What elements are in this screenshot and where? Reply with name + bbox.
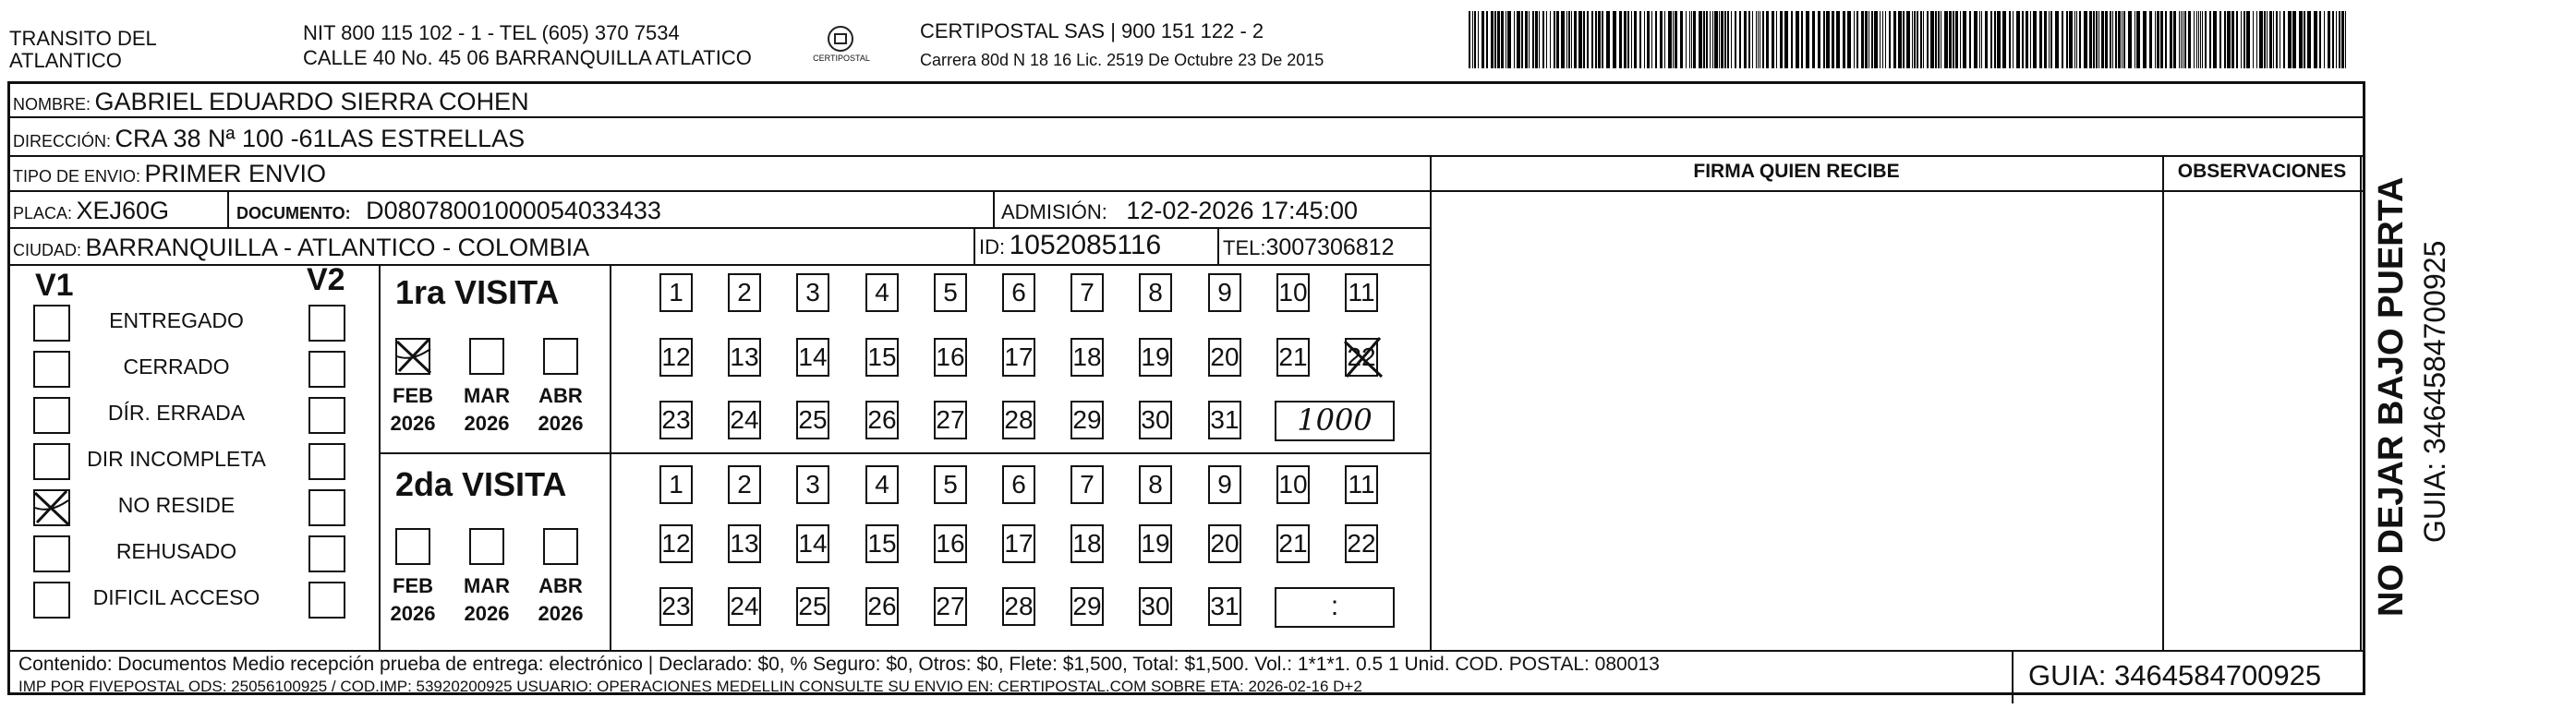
visit1-year-3: 2026 bbox=[538, 412, 584, 435]
visit1-day-7[interactable]: 7 bbox=[1070, 273, 1104, 312]
visit1-day-29[interactable]: 29 bbox=[1070, 401, 1104, 439]
visit2-day-20[interactable]: 20 bbox=[1208, 524, 1241, 563]
visit2-day-27[interactable]: 27 bbox=[934, 587, 967, 626]
visit1-day-25[interactable]: 25 bbox=[796, 401, 829, 439]
visit2-month-3: ABR bbox=[538, 574, 583, 597]
status-label-5: NO RESIDE bbox=[117, 493, 236, 517]
certipostal-logo bbox=[813, 24, 868, 74]
visit1-day-6[interactable]: 6 bbox=[1002, 273, 1035, 312]
status-label-7: DIFICIL ACCESO bbox=[92, 585, 260, 609]
observaciones-header: OBSERVACIONES bbox=[2177, 161, 2347, 182]
visit1-month-3: ABR bbox=[538, 384, 583, 407]
visit1-day-22[interactable]: 22 bbox=[1345, 338, 1378, 377]
v1-header: V1 bbox=[35, 268, 74, 303]
visit1-title: 1ra VISITA bbox=[395, 273, 560, 311]
visit2-day-28[interactable]: 28 bbox=[1002, 587, 1035, 626]
visit2-day-2[interactable]: 2 bbox=[728, 465, 761, 504]
direccion-value: CRA 38 Nª 100 -61LAS ESTRELLAS bbox=[115, 125, 526, 152]
visit2-month-2: MAR bbox=[463, 574, 511, 597]
v2-checkbox-3[interactable] bbox=[308, 397, 345, 434]
direccion-row bbox=[13, 124, 525, 158]
visit2-day-12[interactable]: 12 bbox=[659, 524, 693, 563]
barcode bbox=[1469, 11, 2352, 68]
visit2-day-15[interactable]: 15 bbox=[865, 524, 899, 563]
visit2-day-8[interactable]: 8 bbox=[1139, 465, 1172, 504]
visit1-day-28[interactable]: 28 bbox=[1002, 401, 1035, 439]
ciudad-value: BARRANQUILLA - ATLANTICO - COLOMBIA bbox=[85, 234, 590, 261]
nombre-row bbox=[13, 87, 529, 121]
visit1-day-2[interactable]: 2 bbox=[728, 273, 761, 312]
v2-checkbox-4[interactable] bbox=[308, 443, 345, 480]
visit1-year-2: 2026 bbox=[464, 412, 510, 435]
visit2-day-26[interactable]: 26 bbox=[865, 587, 899, 626]
v2-checkbox-5[interactable] bbox=[308, 489, 345, 526]
documento-value: D08078001000054033433 bbox=[366, 197, 661, 224]
visit1-day-21[interactable]: 21 bbox=[1276, 338, 1310, 377]
visit2-day-11[interactable]: 11 bbox=[1345, 465, 1378, 504]
visit2-month-box-2[interactable] bbox=[469, 528, 504, 565]
address-line: CALLE 40 No. 45 06 BARRANQUILLA ATLATICO bbox=[303, 46, 752, 69]
visit2-day-25[interactable]: 25 bbox=[796, 587, 829, 626]
v2-checkbox-7[interactable] bbox=[308, 582, 345, 619]
status-label-3: DÍR. ERRADA bbox=[107, 401, 246, 425]
side-no-dejar: NO DEJAR BAJO PUERTA bbox=[2372, 176, 2411, 617]
placa-row bbox=[13, 196, 169, 230]
admision-value: 12-02-2026 17:45:00 bbox=[1126, 197, 1359, 224]
v2-header: V2 bbox=[307, 262, 345, 297]
visit1-day-23[interactable]: 23 bbox=[659, 401, 693, 439]
ciudad-row bbox=[13, 233, 589, 267]
visit2-day-30[interactable]: 30 bbox=[1139, 587, 1172, 626]
visit2-day-19[interactable]: 19 bbox=[1139, 524, 1172, 563]
admision-row bbox=[1001, 196, 1358, 230]
id-value: 1052085116 bbox=[1009, 230, 1162, 260]
direccion-label: DIRECCIÓN: bbox=[13, 132, 112, 150]
id-row bbox=[979, 231, 1161, 265]
nit-line: NIT 800 115 102 - 1 - TEL (605) 370 7534 bbox=[303, 21, 680, 44]
visit1-month-2: MAR bbox=[463, 384, 511, 407]
tel-row bbox=[1223, 233, 1395, 266]
tel-label: TEL: bbox=[1223, 236, 1266, 259]
tipo-label: TIPO DE ENVIO: bbox=[13, 167, 141, 186]
visit2-title: 2da VISITA bbox=[395, 465, 567, 503]
visit1-day-4[interactable]: 4 bbox=[865, 273, 899, 312]
v2-checkbox-1[interactable] bbox=[308, 305, 345, 342]
visit1-day-13[interactable]: 13 bbox=[728, 338, 761, 377]
visit2-day-22[interactable]: 22 bbox=[1345, 524, 1378, 563]
visit1-day-5[interactable]: 5 bbox=[934, 273, 967, 312]
placa-value: XEJ60G bbox=[76, 197, 170, 224]
visit2-month-box-1[interactable] bbox=[395, 528, 430, 565]
company-name-line1: TRANSITO DEL bbox=[9, 27, 157, 50]
visit2-day-10[interactable]: 10 bbox=[1276, 465, 1310, 504]
visit1-day-9[interactable]: 9 bbox=[1208, 273, 1241, 312]
placa-label: PLACA: bbox=[13, 204, 73, 222]
visit1-day-24[interactable]: 24 bbox=[728, 401, 761, 439]
visit1-year-1: 2026 bbox=[390, 412, 436, 435]
status-label-6: REHUSADO bbox=[115, 539, 237, 563]
visit2-time-box bbox=[1275, 587, 1395, 628]
visit2-month-1: FEB bbox=[393, 574, 433, 597]
visit1-month-box-2[interactable] bbox=[469, 338, 504, 375]
visit1-day-18[interactable]: 18 bbox=[1070, 338, 1104, 377]
visit2-day-14[interactable]: 14 bbox=[796, 524, 829, 563]
nombre-label: NOMBRE: bbox=[13, 95, 91, 114]
v2-checkbox-6[interactable] bbox=[308, 535, 345, 572]
footer-imp: IMP POR FIVEPOSTAL ODS: 25056100925 / COD.IMP: 53920200925 USUARIO: OPERACIONES MEDELLIN CONSULTE SU ENVIO EN: CERTIPOSTAL.COM SOBRE ETA: 2026-02-16 D+2 bbox=[18, 678, 1362, 695]
visit2-day-24[interactable]: 24 bbox=[728, 587, 761, 626]
visit2-year-2: 2026 bbox=[464, 602, 510, 625]
status-label-1: ENTREGADO bbox=[109, 308, 244, 332]
logo-text: CERTIPOSTAL bbox=[813, 54, 870, 63]
visit2-day-21[interactable]: 21 bbox=[1276, 524, 1310, 563]
visit2-day-31[interactable]: 31 bbox=[1208, 587, 1241, 626]
visit2-day-29[interactable]: 29 bbox=[1070, 587, 1104, 626]
visit1-day-16[interactable]: 16 bbox=[934, 338, 967, 377]
tipo-row bbox=[13, 159, 326, 193]
courier-line1: CERTIPOSTAL SAS | 900 151 122 - 2 bbox=[920, 19, 1264, 42]
visit2-day-7[interactable]: 7 bbox=[1070, 465, 1104, 504]
visit1-day-8[interactable]: 8 bbox=[1139, 273, 1172, 312]
visit2-year-3: 2026 bbox=[538, 602, 584, 625]
visit1-day-26[interactable]: 26 bbox=[865, 401, 899, 439]
visit2-day-5[interactable]: 5 bbox=[934, 465, 967, 504]
visit2-month-box-3[interactable] bbox=[543, 528, 578, 565]
visit2-day-17[interactable]: 17 bbox=[1002, 524, 1035, 563]
id-label: ID: bbox=[979, 235, 1006, 258]
visit1-day-31[interactable]: 31 bbox=[1208, 401, 1241, 439]
documento-row bbox=[236, 196, 661, 230]
tel-value: 3007306812 bbox=[1265, 234, 1395, 260]
visit1-month-box-1[interactable] bbox=[395, 338, 430, 375]
side-guia: GUIA: 3464584700925 bbox=[2418, 240, 2451, 543]
visit1-month-box-3[interactable] bbox=[543, 338, 578, 375]
visit1-day-10[interactable]: 10 bbox=[1276, 273, 1310, 312]
courier-line2: Carrera 80d N 18 16 Lic. 2519 De Octubre 23 De 2015 bbox=[920, 51, 1324, 69]
visit2-time-placeholder: : bbox=[1330, 591, 1339, 621]
footer-guia: GUIA: 3464584700925 bbox=[2028, 659, 2322, 691]
visit1-day-17[interactable]: 17 bbox=[1002, 338, 1035, 377]
status-label-4: DIR INCOMPLETA bbox=[87, 447, 266, 471]
visit1-day-27[interactable]: 27 bbox=[934, 401, 967, 439]
visit2-day-1[interactable]: 1 bbox=[659, 465, 693, 504]
admision-label: ADMISIÓN: bbox=[1001, 200, 1107, 223]
visit1-day-30[interactable]: 30 bbox=[1139, 401, 1172, 439]
visit1-day-14[interactable]: 14 bbox=[796, 338, 829, 377]
company-name-line2: ATLANTICO bbox=[9, 49, 122, 72]
visit2-day-18[interactable]: 18 bbox=[1070, 524, 1104, 563]
visit1-day-3[interactable]: 3 bbox=[796, 273, 829, 312]
v2-checkbox-2[interactable] bbox=[308, 351, 345, 388]
visit2-day-6[interactable]: 6 bbox=[1002, 465, 1035, 504]
documento-label: DOCUMENTO: bbox=[236, 204, 351, 222]
visit2-day-13[interactable]: 13 bbox=[728, 524, 761, 563]
status-label-2: CERRADO bbox=[123, 354, 230, 379]
tipo-value: PRIMER ENVIO bbox=[144, 160, 327, 187]
visit1-time-handwritten: 1000 bbox=[1297, 403, 1373, 438]
visit2-day-4[interactable]: 4 bbox=[865, 465, 899, 504]
footer-contenido: Contenido: Documentos Medio recepción prueba de entrega: electrónico | Declarado: $0, % Seguro: $0, Otros: $0, Flete: $1,500, Total: $1,500. Vol.: 1*1*1. 0.5 1 Unid. COD. POSTAL: 080013 bbox=[18, 654, 1660, 675]
visit2-day-16[interactable]: 16 bbox=[934, 524, 967, 563]
visit1-day-1[interactable]: 1 bbox=[659, 273, 693, 312]
visit1-day-19[interactable]: 19 bbox=[1139, 338, 1172, 377]
visit1-day-11[interactable]: 11 bbox=[1345, 273, 1378, 312]
ciudad-label: CIUDAD: bbox=[13, 241, 82, 259]
firma-header: FIRMA QUIEN RECIBE bbox=[1693, 161, 1900, 182]
visit2-year-1: 2026 bbox=[390, 602, 436, 625]
visit2-day-23[interactable]: 23 bbox=[659, 587, 693, 626]
visit2-day-3[interactable]: 3 bbox=[796, 465, 829, 504]
nombre-value: GABRIEL EDUARDO SIERRA COHEN bbox=[94, 88, 529, 115]
visit1-day-15[interactable]: 15 bbox=[865, 338, 899, 377]
visit1-time-box bbox=[1275, 401, 1395, 441]
visit1-month-1: FEB bbox=[393, 384, 433, 407]
visit1-day-12[interactable]: 12 bbox=[659, 338, 693, 377]
visit2-day-9[interactable]: 9 bbox=[1208, 465, 1241, 504]
visit1-day-20[interactable]: 20 bbox=[1208, 338, 1241, 377]
